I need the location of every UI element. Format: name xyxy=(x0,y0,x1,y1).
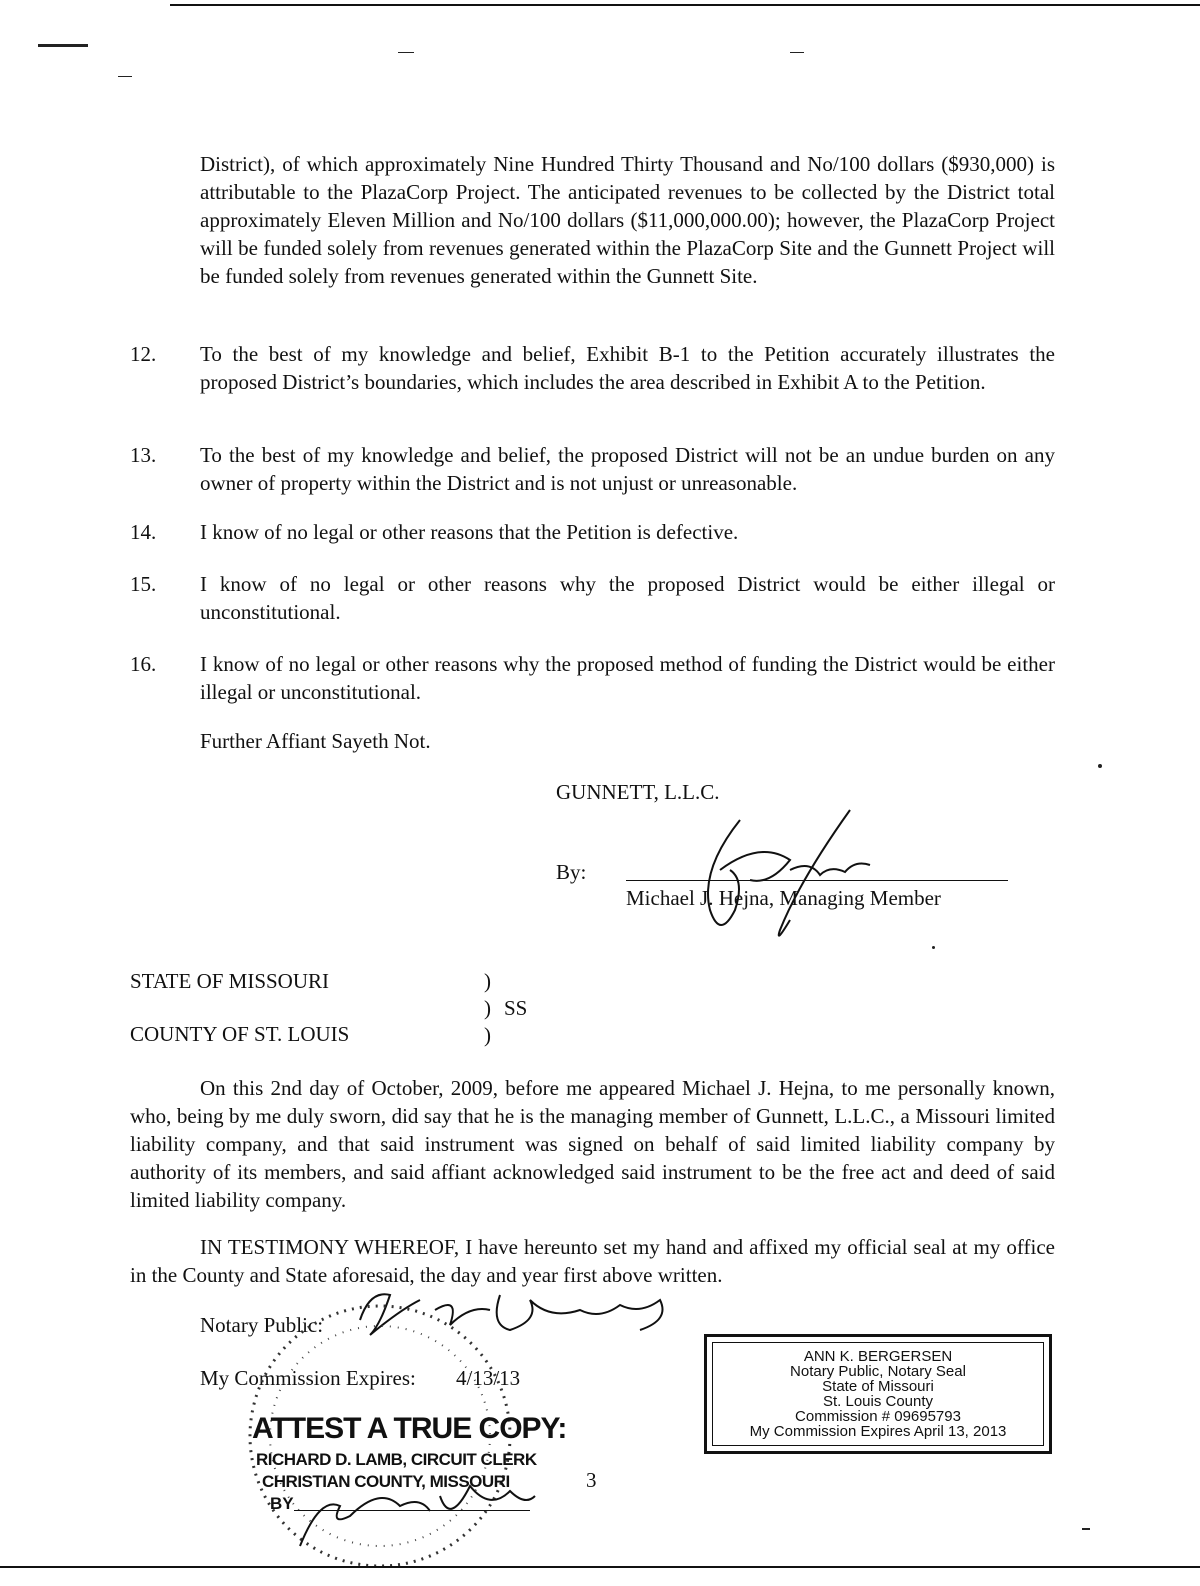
item-number-15: 15. xyxy=(130,572,157,596)
scan-mark xyxy=(398,52,414,53)
item-text-12: To the best of my knowledge and belief, Exhibit B-1 to the Petition accurately illustrates the proposed District’s boundaries, which includes the area described in Exhibit A to the Petition. xyxy=(200,342,1055,394)
company-name: GUNNETT, L.L.C. xyxy=(556,780,720,804)
scan-mark xyxy=(790,52,804,53)
item-text-15: I know of no legal or other reasons why the proposed District would be either illegal or unconstitutional. xyxy=(200,572,1055,624)
venue-ss: SS xyxy=(504,996,528,1020)
signature-lamb xyxy=(290,1466,540,1556)
top-border-line xyxy=(170,4,1200,6)
scan-mark xyxy=(1082,1528,1090,1530)
item-number-16: 16. xyxy=(130,652,157,676)
attest-stamp-line2: CHRISTIAN COUNTY, MISSOURI xyxy=(262,1472,510,1491)
commission-date: 4/13/13 xyxy=(456,1366,521,1390)
venue-paren: ) xyxy=(484,1023,491,1047)
by-label: By: xyxy=(556,860,587,884)
scan-mark xyxy=(38,44,88,47)
scan-mark xyxy=(932,946,935,949)
seal-line3: State of Missouri xyxy=(822,1378,934,1395)
venue-county: COUNTY OF ST. LOUIS xyxy=(130,1022,350,1046)
attest-stamp-by: BY xyxy=(270,1494,294,1513)
notary-label: Notary Public: xyxy=(200,1313,324,1337)
closing-statement: Further Affiant Sayeth Not. xyxy=(200,729,431,753)
item-number-14: 14. xyxy=(130,520,157,544)
attest-stamp-title: ATTEST A TRUE COPY: xyxy=(252,1412,567,1445)
item-text-13: To the best of my knowledge and belief, the proposed District will not be an undue burden on any owner of property within the District and is not unjust or unreasonable. xyxy=(200,443,1055,495)
signer-name: Michael J. Hejna, Managing Member xyxy=(626,886,941,910)
item-text-16: I know of no legal or other reasons why the proposed method of funding the District would be either illegal or unconstitutional. xyxy=(200,652,1055,704)
attest-stamp-line1: RICHARD D. LAMB, CIRCUIT CLERK xyxy=(256,1450,537,1469)
scan-mark xyxy=(1098,764,1102,768)
commission-label: My Commission Expires: xyxy=(200,1366,416,1390)
seal-line6: My Commission Expires April 13, 2013 xyxy=(749,1423,1007,1440)
seal-line4: St. Louis County xyxy=(822,1393,934,1410)
venue-paren: ) xyxy=(484,996,491,1020)
venue-paren: ) xyxy=(484,969,491,993)
intro-paragraph: District), of which approximately Nine Hundred Thirty Thousand and No/100 dollars ($930,000) is attributable to the PlazaCorp Project. The anticipated revenues to be collected by the District total approximately Eleven Million and No/100 dollars ($11,000,000.00); however, the PlazaCorp Project will be funded solely from revenues generated within the PlazaCorp Site and the Gunnett Project will be funded solely from revenues generated within the Gunnett Site. xyxy=(200,152,1055,288)
testimony-paragraph: IN TESTIMONY WHEREOF, I have hereunto set my hand and affixed my official seal at my office in the County and State aforesaid, the day and year first above written. xyxy=(130,1235,1055,1287)
seal-name: ANN K. BERGERSEN xyxy=(803,1348,953,1365)
scan-mark xyxy=(118,76,132,77)
acknowledgment-paragraph: On this 2nd day of October, 2009, before me appeared Michael J. Hejna, to me personally known, who, being by me duly sworn, did say that he is the managing member of Gunnett, L.L.C., a Missouri limited liability company, and that said instrument was signed on behalf of said limited liability company by authority of its members, and said affiant acknowledged said instrument to be the free act and deed of said limited liability company. xyxy=(130,1076,1055,1212)
bottom-border-line xyxy=(0,1566,1200,1568)
seal-line5: Commission # 09695793 xyxy=(795,1408,961,1425)
venue-state: STATE OF MISSOURI xyxy=(130,969,330,993)
seal-line2: Notary Public, Notary Seal xyxy=(790,1363,966,1380)
page-number: 3 xyxy=(586,1468,597,1492)
item-number-13: 13. xyxy=(130,443,157,467)
item-text-14: I know of no legal or other reasons that the Petition is defective. xyxy=(200,520,739,544)
signature-hejna xyxy=(680,800,900,950)
notary-seal-stamp xyxy=(704,1334,1052,1454)
item-number-12: 12. xyxy=(130,342,157,366)
